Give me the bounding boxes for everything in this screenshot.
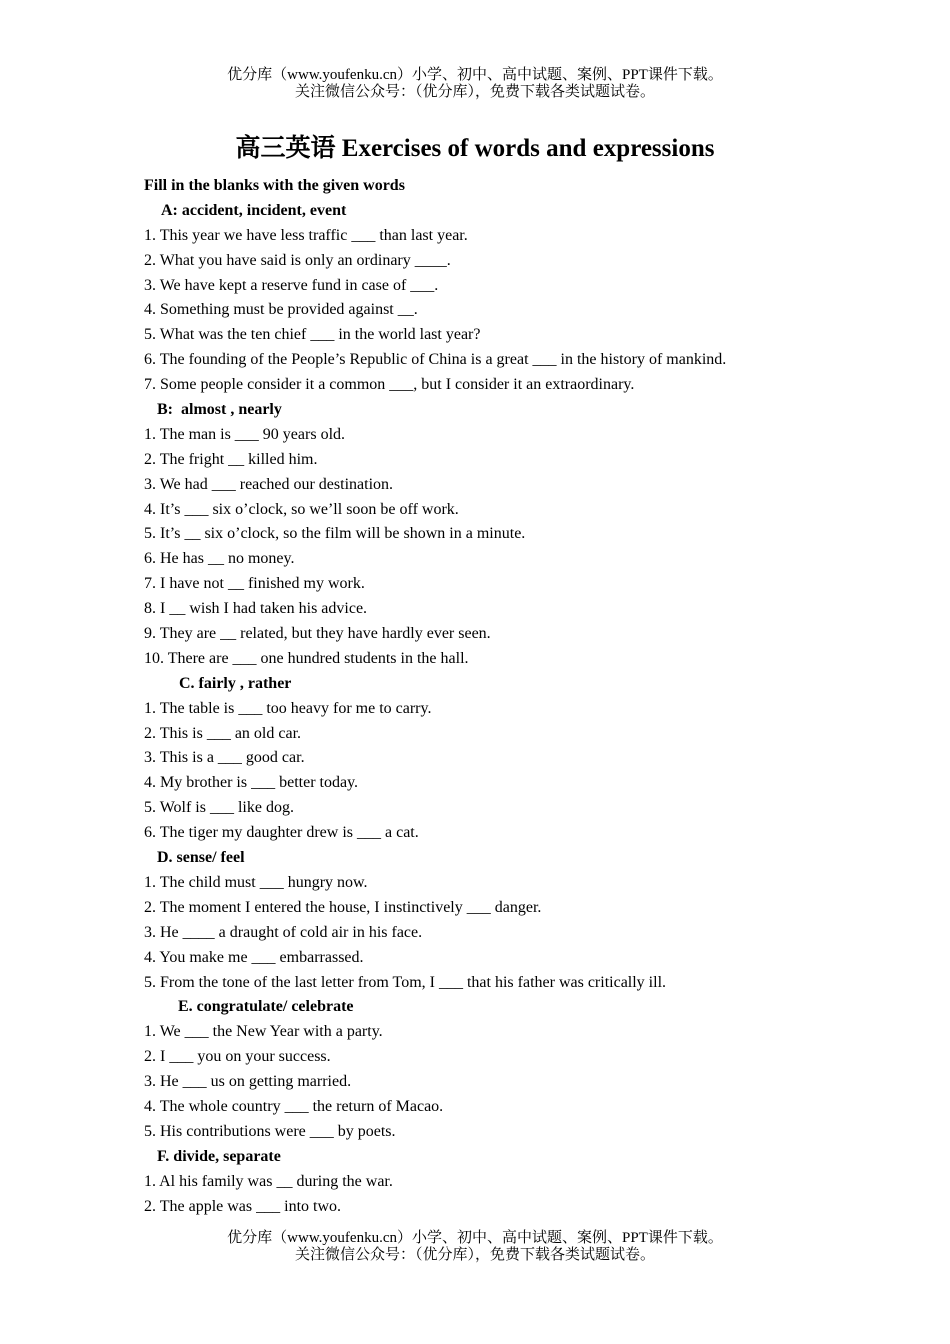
section-d-item: 3. He ____ a draught of cold air in his face.	[144, 923, 423, 941]
section-e-item: 2. I ___ you on your success.	[144, 1048, 331, 1066]
header-line-2: 关注微信公众号：（优分库），免费下载各类试题试卷。	[294, 84, 655, 100]
section-a-item: 2. What you have said is only an ordinary ____.	[144, 251, 451, 269]
section-c-item: 1. The table is ___ too heavy for me to carry.	[144, 699, 432, 717]
section-e-item: 3. He ___ us on getting married.	[144, 1073, 352, 1091]
section-d-item: 5. From the tone of the last letter from Tom, I ___ that his father was critically ill.	[144, 973, 667, 991]
section-a-item: 4. Something must be provided against __.	[144, 301, 418, 319]
section-d-item: 4. You make me ___ embarrassed.	[144, 948, 364, 966]
header-line-1: 优分库（www.youfenku.cn）小学、初中、高中试题、案例、PPT课件下载。	[227, 67, 723, 83]
section-b-item: 1. The man is ___ 90 years old.	[144, 425, 346, 443]
section-b-heading: B: almost , nearly	[157, 401, 282, 419]
instruction: Fill in the blanks with the given words	[144, 177, 405, 194]
section-f-item: 2. The apple was ___ into two.	[144, 1197, 342, 1215]
section-f-heading: F. divide, separate	[157, 1147, 281, 1165]
section-e-item: 1. We ___ the New Year with a party.	[144, 1023, 383, 1041]
footer-line-2: 关注微信公众号：（优分库），免费下载各类试题试卷。	[294, 1247, 655, 1263]
section-e-heading: E. congratulate/ celebrate	[178, 998, 354, 1016]
section-d-item: 1. The child must ___ hungry now.	[144, 873, 368, 891]
section-c-item: 3. This is a ___ good car.	[144, 749, 305, 767]
page-header	[0, 67, 950, 101]
section-c-item: 2. This is ___ an old car.	[144, 724, 302, 742]
section-a-item: 1. This year we have less traffic ___ than last year.	[144, 226, 468, 244]
section-c-item: 6. The tiger my daughter drew is ___ a cat.	[144, 824, 419, 842]
section-b-item: 7. I have not __ finished my work.	[144, 575, 365, 593]
section-c-item: 5. Wolf is ___ like dog.	[144, 799, 294, 817]
section-b-item: 10. There are ___ one hundred students in the hall.	[144, 649, 469, 667]
section-b-item: 9. They are __ related, but they have hardly ever seen.	[144, 625, 491, 643]
exercise-body	[144, 174, 844, 1219]
section-b-item: 4. It’s ___ six o’clock, so we’ll soon be off work.	[144, 500, 459, 518]
section-a-item: 5. What was the ten chief ___ in the world last year?	[144, 326, 481, 344]
section-d-heading: D. sense/ feel	[157, 849, 245, 867]
section-a-item: 7. Some people consider it a common ___, but I consider it an extraordinary.	[144, 376, 635, 394]
section-b-item: 3. We had ___ reached our destination.	[144, 475, 394, 493]
document-title: 高三英语 Exercises of words and expressions	[235, 135, 715, 162]
section-c-item: 4. My brother is ___ better today.	[144, 774, 359, 792]
section-c-heading: C. fairly , rather	[179, 674, 292, 692]
section-a-item: 6. The founding of the People’s Republic of China is a great ___ in the history of mankind.	[144, 351, 727, 369]
section-e-item: 4. The whole country ___ the return of Macao.	[144, 1097, 444, 1115]
section-b-item: 5. It’s __ six o’clock, so the film will be shown in a minute.	[144, 525, 526, 543]
section-d-item: 2. The moment I entered the house, I instinctively ___ danger.	[144, 898, 542, 916]
section-a-item: 3. We have kept a reserve fund in case of ___.	[144, 276, 439, 294]
section-e-item: 5. His contributions were ___ by poets.	[144, 1122, 396, 1140]
footer-line-1: 优分库（www.youfenku.cn）小学、初中、高中试题、案例、PPT课件下载。	[227, 1230, 723, 1246]
section-b-item: 2. The fright __ killed him.	[144, 450, 318, 468]
section-b-item: 8. I __ wish I had taken his advice.	[144, 600, 368, 618]
section-a-heading: A: accident, incident, event	[161, 201, 347, 219]
section-b-item: 6. He has __ no money.	[144, 550, 295, 568]
section-f-item: 1. Al his family was __ during the war.	[144, 1172, 393, 1190]
page-footer	[0, 1230, 950, 1264]
